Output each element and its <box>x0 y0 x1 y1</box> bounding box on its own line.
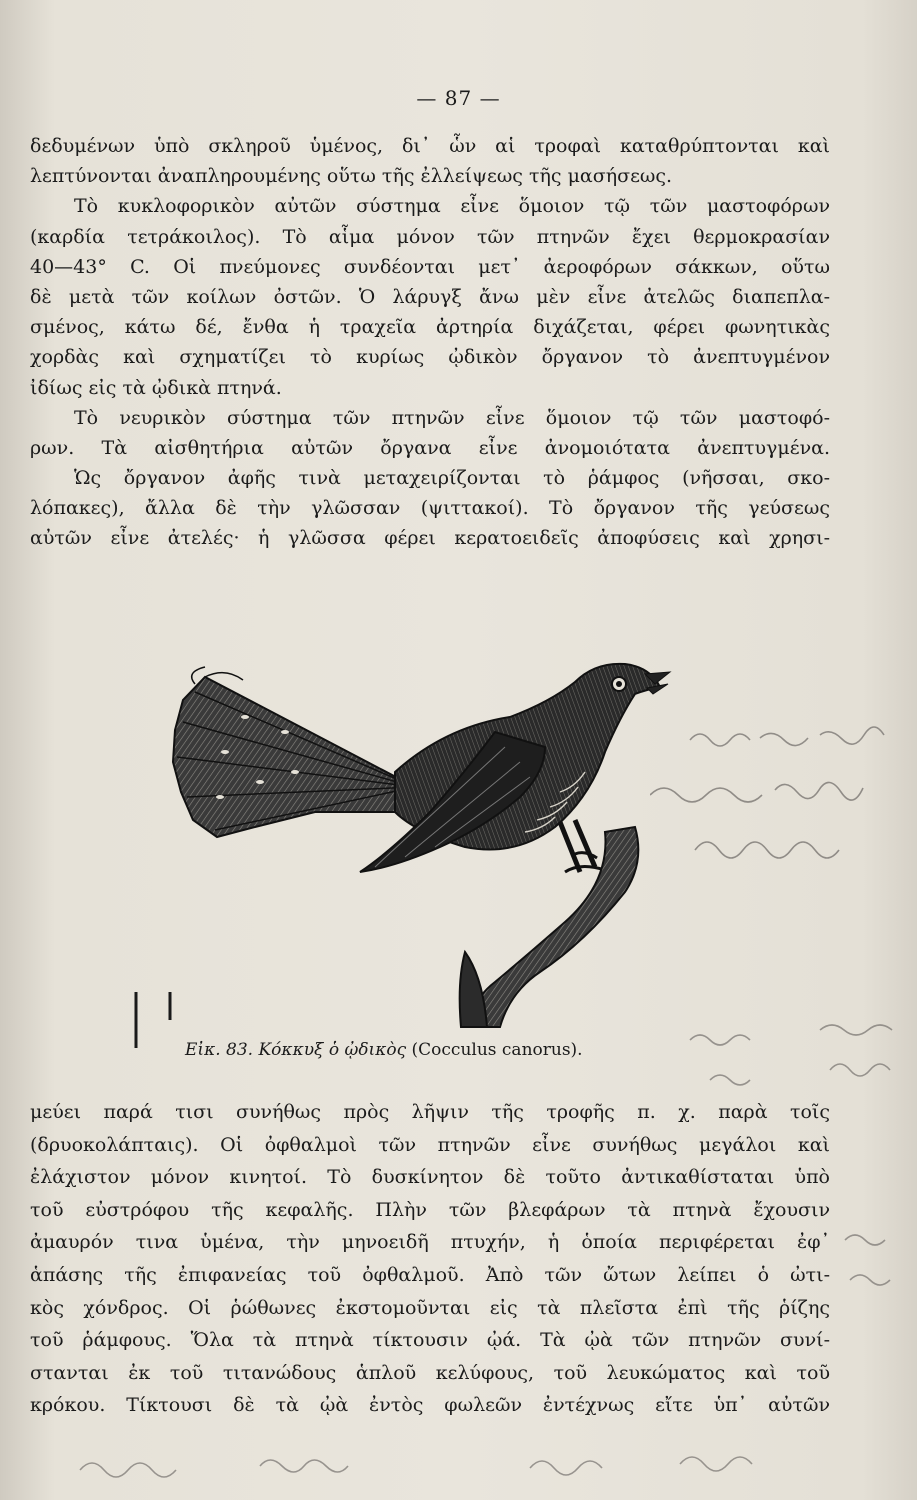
text-line: ρων. Τὰ αἰσθητήρια αὐτῶν ὄργανα εἶνε ἀνομοιότατα ἀνεπτυγμένα. <box>30 436 830 459</box>
text-line: Ὡς ὄργανον ἀφῆς τινὰ μεταχειρίζονται τὸ ῥάμφος (νῆσσαι, σκο- <box>74 467 830 490</box>
text-line: χορδὰς καὶ σχηματίζει τὸ κυρίως ᾠδικὸν ὄργανον τὸ ἀνεπτυγμένον <box>30 346 830 369</box>
text-line: λόπακες), ἄλλα δὲ τὴν γλῶσσαν (ψιττακοί). Τὸ ὄργανον τῆς γεύσεως <box>30 497 830 520</box>
figure-species-name: Κόκκυξ ὁ ᾠδικὸς <box>258 1040 407 1060</box>
text-line: κὸς χόνδρος. Οἱ ῥώθωνες ἐκστομοῦνται εἰς τὰ πλεῖστα ἐπὶ τῆς ῥίζης <box>30 1296 830 1319</box>
margin-bracket-mark <box>130 990 176 1050</box>
text-line: Τὸ κυκλοφορικὸν αὐτῶν σύστημα εἶνε ὅμοιον τῷ τῶν μαστοφόρων <box>74 195 830 218</box>
text-line: (καρδία τετράκοιλος). Τὸ αἷμα μόνον τῶν πτηνῶν ἔχει θερμοκρασίαν <box>30 225 830 248</box>
text-line: δὲ μετὰ τῶν κοίλων ὀστῶν. Ὁ λάρυγξ ἄνω μὲν εἶνε ἀτελῶς διαπεπλα- <box>30 285 830 308</box>
top-text-block <box>30 131 830 554</box>
text-line: τοῦ ῥάμφους. Ὅλα τὰ πτηνὰ τίκτουσιν ᾠά. Τὰ ᾠὰ τῶν πτηνῶν συνί- <box>30 1329 830 1352</box>
text-line: ἐλάχιστον μόνον κινητοί. Τὸ δυσκίνητον δὲ τοῦτο ἀντικαθίσταται ὑπὸ <box>30 1166 830 1189</box>
text-line: ἀμαυρόν τινα ὑμένα, τὴν μηνοειδῆ πτυχήν, ἡ ὁποία περιφέρεται ἐφ᾽ <box>30 1231 830 1254</box>
figure-number: Εἰκ. 83. <box>185 1040 254 1060</box>
text-line: αὐτῶν εἶνε ἀτελές· ἡ γλῶσσα φέρει κερατοειδεῖς ἀποφύσεις καὶ χρησι- <box>30 527 830 550</box>
text-line: τοῦ εὐστρόφου τῆς κεφαλῆς. Πλὴν τῶν βλεφάρων τὰ πτηνὰ ἔχουσιν <box>30 1198 830 1221</box>
text-line: 40—43° C. Οἱ πνεύμονες συνδέονται μετ᾽ ἀεροφόρων σάκκων, οὕτω <box>30 255 830 278</box>
handwritten-margin-notes <box>650 700 917 880</box>
text-line: στανται ἐκ τοῦ τιτανώδους ἁπλοῦ κελύφους, τοῦ λευκώματος καὶ τοῦ <box>30 1361 830 1384</box>
text-line: λεπτύνονται ἀναπληρουμένης οὕτω τῆς ἐλλείψεως τῆς μασήσεως. <box>30 165 673 188</box>
text-line: ἁπάσης τῆς ἐπιφανείας τοῦ ὀφθαλμοῦ. Ἀπὸ τῶν ὤτων λείπει ὁ ὠτι- <box>30 1263 830 1286</box>
figure-latin-name: (Cocculus canorus). <box>411 1040 583 1060</box>
figure-caption <box>185 1040 583 1060</box>
cuckoo-illustration <box>165 622 705 1034</box>
bottom-text-block <box>30 1096 830 1422</box>
text-line: (δρυοκολάπταις). Οἱ ὀφθαλμοὶ τῶν πτηνῶν εἶνε συνήθως μεγάλοι καὶ <box>30 1133 830 1156</box>
text-line: μεύει παρά τισι συνήθως πρὸς λῆψιν τῆς τροφῆς π. χ. παρὰ τοῖς <box>30 1101 830 1123</box>
text-line: σμένος, κάτω δέ, ἔνθα ἡ τραχεῖα ἀρτηρία διχάζεται, φέρει φωνητικὰς <box>30 316 830 339</box>
text-line: Τὸ νευρικὸν σύστημα τῶν πτηνῶν εἶνε ὅμοιον τῷ τῶν μαστοφό- <box>74 406 830 429</box>
text-line: ἰδίως εἰς τὰ ᾠδικὰ πτηνά. <box>30 376 282 399</box>
handwritten-bottom-notes <box>60 1430 820 1500</box>
text-line: δεδυμένων ὑπὸ σκληροῦ ὑμένος, δι᾽ ὧν αἱ τροφαὶ καταθρύπτονται καὶ <box>30 135 830 157</box>
page-number: — 87 — <box>416 86 501 110</box>
text-line: κρόκου. Τίκτουσι δὲ τὰ ᾠὰ ἐντὸς φωλεῶν ἐντέχνως εἴτε ὑπ᾽ αὐτῶν <box>30 1394 830 1417</box>
